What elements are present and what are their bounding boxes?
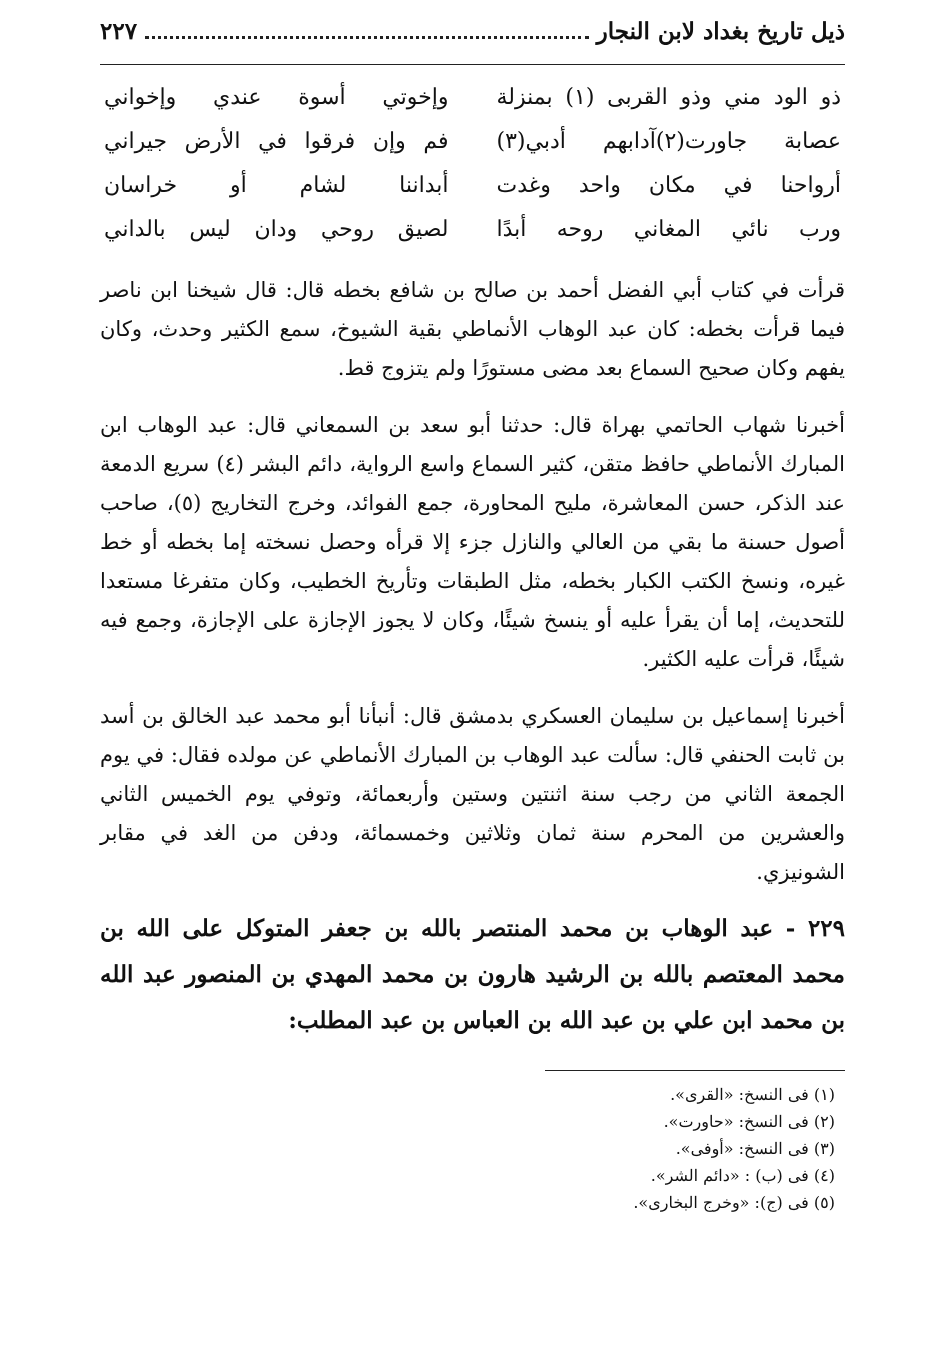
biography-entry-heading: ٢٢٩ - عبد الوهاب بن محمد المنتصر بالله بن جعفر المتوكل على الله بن محمد المعتصم بالله بن الرشيد هارون بن محمد المهدي بن المنصور عبد الله بن محمد ابن علي بن عبد الله بن العباس بن عبد المطلب: — [100, 915, 845, 1034]
verse-3-second-hemistich: أبداننا لشام أو خراسان — [104, 173, 449, 198]
paragraph-ibn-nasir: قرأت في كتاب أبي الفضل أحمد بن صالح بن شافع بخطه قال: قال شيخنا ابن ناصر فيما قرأت بخطه: كان عبد الوهاب الأنماطي بقية الشيوخ، سمع الكثير وحدث، وكان يفهم وكان صحيح السماع بعد مضى مستورًا ولم يتزوج قط. — [100, 278, 845, 380]
poem-verses — [100, 81, 845, 247]
footnote-divider — [545, 1070, 845, 1071]
running-title: ذيل تاريخ بغداد لابن النجار — [596, 18, 845, 45]
running-header — [100, 18, 845, 65]
paragraph-samani: أخبرنا شهاب الحاتمي بهراة قال: حدثنا أبو سعد بن السمعاني قال: عبد الوهاب ابن المبارك الأنماطي حافظ متقن، كثير السماع واسع الرواية، دائم البشر (٤) سريع الدمعة عند الذكر، حسن المعاشرة، مليح المحاورة، جمع الفوائد، وخرج التخاريج (٥)، صاحب أصول حسنة ما بقي من العالي والنازل جزء إلا قرأه وحصل نسخته إما بخطه أو خط غيره، ونسخ الكتب الكبار بخطه، مثل الطبقات وتأريخ الخطيب، وكان متفرغا مستعدا للتحديث، إما أن يقرأ عليه أو ينسخ شيئًا، وكان لا يجوز الإجازة على الإجازة، وجمع فيه شيئًا، قرأت عليه الكثير. — [100, 413, 845, 671]
footnote-1: (١) فى النسخ: «القرى». — [670, 1085, 835, 1104]
paragraph-birth-death: أخبرنا إسماعيل بن سليمان العسكري بدمشق قال: أنبأنا أبو محمد عبد الخالق بن أسد بن ثابت الحنفي قال: سألت عبد الوهاب بن المبارك الأنماطي عن مولده فقال: في يوم الجمعة الثاني من رجب سنة اثنتين وستين وأربعمائة، وتوفي يوم الخميس الثاني والعشرين من المحرم سنة ثمان وثلاثين وخمسمائة، ودفن من الغد في مقابر الشونيزي. — [100, 704, 845, 884]
book-page — [100, 18, 845, 1216]
verse-4-second-hemistich: لصيق روحي ودان ليس بالداني — [104, 217, 449, 242]
verse-4-first-hemistich: ورب نائي المغاني روحه أبدًا — [496, 217, 841, 242]
leader-dots — [145, 35, 589, 39]
verse-3-first-hemistich: أرواحنا في مكان واحد وغدت — [496, 173, 841, 198]
footnote-3: (٣) فى النسخ: «أوفى». — [675, 1139, 835, 1158]
verse-2-first-hemistich: عصابة جاورت(٢)آدابهم أدبي(٣) — [496, 129, 841, 154]
footnote-5: (٥) فى (ج): «وخرج البخارى». — [633, 1193, 835, 1212]
verse-2-second-hemistich: فم وإن فرقوا في الأرض جيراني — [104, 129, 449, 154]
footnote-2: (٢) فى النسخ: «حاورت». — [663, 1112, 835, 1131]
page-number: ٢٢٧ — [100, 18, 138, 45]
verse-1-first-hemistich: ذو الود مني وذو القربى (١) بمنزلة — [496, 85, 842, 110]
verse-1-second-hemistich: وإخوتي أسوة عندي وإخواني — [104, 85, 449, 110]
footnotes — [100, 1081, 845, 1216]
footnote-4: (٤) فى (ب) : «دائم الشر». — [650, 1166, 835, 1185]
